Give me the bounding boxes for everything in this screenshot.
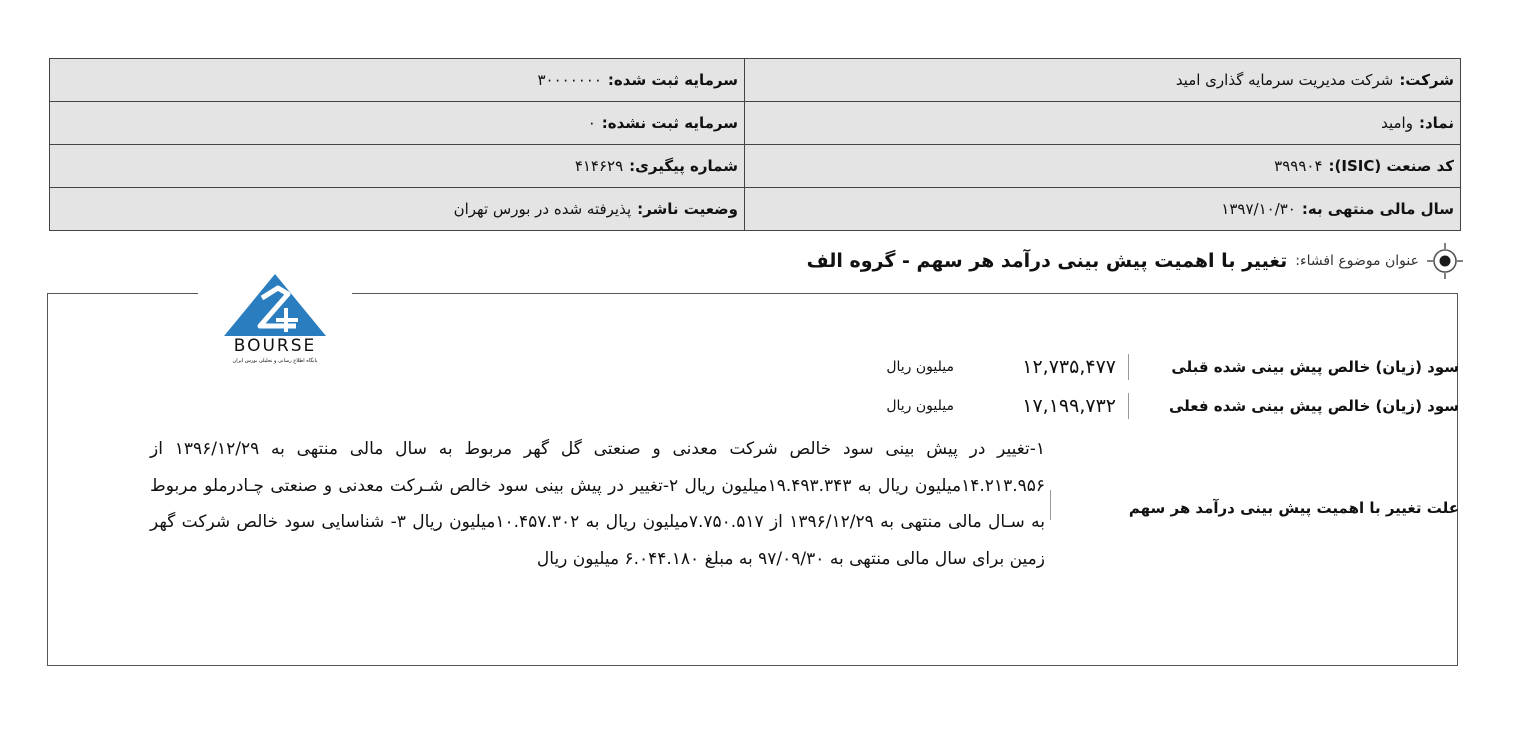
divider <box>1128 354 1129 380</box>
forecast-current-label: سود (زیان) خالص پیش بینی شده فعلی <box>1168 397 1459 415</box>
disclosure-subject-label: عنوان موضوع افشاء: <box>1295 253 1419 269</box>
company-info-table <box>49 58 1461 231</box>
publisher-status-cell <box>50 188 745 231</box>
registered-capital-value: ۳۰۰۰۰۰۰۰ <box>537 71 602 89</box>
symbol-cell <box>745 102 1461 145</box>
unregistered-capital-label: سرمایه ثبت نشده: <box>601 114 738 132</box>
bourse-logo <box>198 258 352 368</box>
company-value: شرکت مدیریت سرمایه گذاری امید <box>1175 71 1394 89</box>
company-cell <box>745 59 1461 102</box>
publisher-status-label: وضعیت ناشر: <box>637 200 738 218</box>
registered-capital-label: سرمایه ثبت شده: <box>607 71 738 89</box>
symbol-value: وامید <box>1381 114 1413 132</box>
forecast-previous-value: ۱۲,۷۳۵,۴۷۷ <box>1022 356 1116 378</box>
registered-capital-cell <box>50 59 745 102</box>
tracking-number-label: شماره پیگیری: <box>629 157 738 175</box>
disclosure-subject-title: تغییر با اهمیت پیش بینی درآمد هر سهم - گروه الف <box>806 250 1288 272</box>
tracking-number-cell <box>50 145 745 188</box>
tracking-number-value: ۴۱۴۶۲۹ <box>574 157 624 175</box>
unregistered-capital-cell <box>50 102 745 145</box>
forecast-previous-row <box>886 351 1459 383</box>
isic-code-label: کد صنعت (ISIC): <box>1328 157 1454 175</box>
divider <box>1050 490 1051 520</box>
symbol-label: نماد: <box>1418 114 1454 132</box>
reason-label: علت تغییر با اهمیت پیش بینی درآمد هر سهم <box>1128 499 1459 517</box>
disclosure-subject <box>807 244 1463 278</box>
fiscal-year-cell <box>745 188 1461 231</box>
isic-code-value: ۳۹۹۹۰۴ <box>1274 157 1323 175</box>
logo-subtitle: پایگاه اطلاع رسانی و تحلیلی بورس ایران <box>232 358 318 364</box>
reason-text: ۱-تغییر در پیش بینی سود خالص شرکت معدنی و صنعتی گل گهر مربوط به سال مالی منتهی به ۱۳۹۶/۱۲/۲۹ از ۱۴.۲۱۳.۹۵۶میلیون ریال به ۱۹.۴۹۳.۳۴۳میلیون ریال ۲-تغییر در پیش بینی سود خالص شـرکت معدنی و صنعتی چـادرملو مربوط به سـال مالی منتهی به ۱۳۹۶/۱۲/۲۹ از ۷.۷۵۰.۵۱۷میلیون ریال به ۱۰.۴۵۷.۳۰۲میلیون ریال ۳- شناسایی سود خالص شرکت گهر زمین برای سال مالی منتهی به ۹۷/۰۹/۳۰ به مبلغ ۶.۰۴۴.۱۸۰ میلیون ریال <box>150 439 1046 569</box>
logo-text: BOURSE <box>233 336 317 356</box>
unregistered-capital-value: ۰ <box>587 114 596 132</box>
forecast-previous-label: سود (زیان) خالص پیش بینی شده قبلی <box>1171 358 1459 376</box>
divider <box>1128 393 1129 419</box>
target-icon <box>1427 243 1463 279</box>
forecast-current-row <box>886 390 1459 422</box>
company-label: شرکت: <box>1399 71 1454 89</box>
forecast-current-value: ۱۷,۱۹۹,۷۳۲ <box>1022 395 1116 417</box>
isic-code-cell <box>745 145 1461 188</box>
forecast-current-unit: میلیون ریال <box>886 398 954 414</box>
fiscal-year-value: ۱۳۹۷/۱۰/۳۰ <box>1221 200 1296 218</box>
publisher-status-value: پذیرفته شده در بورس تهران <box>453 200 632 218</box>
forecast-previous-unit: میلیون ریال <box>886 359 954 375</box>
bourse-logo-graphic <box>198 258 352 368</box>
fiscal-year-label: سال مالی منتهی به: <box>1301 200 1454 218</box>
